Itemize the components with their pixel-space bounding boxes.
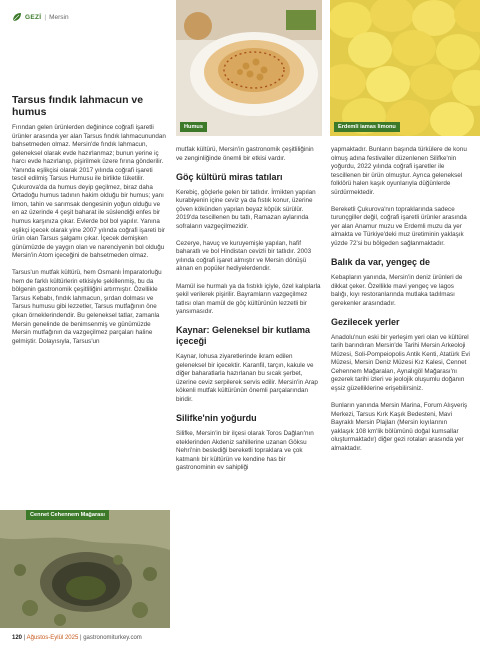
heading-goc: Göç kültürü miras tatıları (176, 171, 283, 182)
header-separator: | (44, 13, 47, 21)
footer-separator: | (79, 635, 82, 641)
lemons-caption: Erdemli iamas limonu (334, 122, 400, 132)
paragraph: Silifke, Mersin'in bir ilçesi olarak Toros Dağları'nın eteklerinden Akdeniz sahillerine uzanan Göksu Nehri'nin beslediği bereketli topraklara ve çok katmanlı bir kültürün ve kendine has bir gastronominin ev sahipliği (176, 429, 314, 472)
page-number: 120 (12, 635, 23, 641)
paragraph: Cezerye, havuç ve kuruyemişle yapılan, hafif baharatlı ve bol Hindistan cevizli bir tatlıdır. 2003 yılında coğrafi işaret almıştır ve Mersin dönüşü alınan en popüler hediyelerdendir. (176, 239, 312, 273)
paragraph: mutfak kültürü, Mersin'in gastronomik çeşitliliğinin ve zenginliğinde önemli bir etkisi vardır. (176, 146, 314, 162)
heading-gezi: Gezilecek yerler (331, 316, 400, 327)
page-footer (12, 635, 142, 641)
paragraph: Fırından gelen ürünlerden değinince coğrafi işaretli ürünler arasında yer alan Tarsus fındık lahmacunundan bahsetmeden olmaz. Mersin'de fındık lahmacun, geleneksel olarak evde hazırlanmaz; bunun yerine iç harcı evde hazırlanıp, pişirilmek üzere fırına gönderilir. Yanında eşlikçisi olarak 2017 yılında coğrafi işareti tescil edilmiş Tarsus Humusu ile birlikte tüketilir. Çukurova'da da humus deyip geçilmez, biraz daha Ortadoğu humus tadının hakim olduğu bir humus; yanı limon, tahin ve sarımsak dengesinin yoğun olduğu ve en az üzerinde 4 çeşit baharat ile süslendiği enfes bir humus karşınıza çıkar. Evlerde bol bol yapılır. Yanına eşlikçi içecek olarak yine 2007 yılında coğrafi işareti bir ürün olan Tarsus şalgamı çıkar. İçecek demişken günümüzde de yaygın olan ve narenciyenin bol olduğu Mersin'in Atom içeceğini de bahsetmeden olmaz. (12, 124, 166, 260)
paragraph: Kerebiç, göçlerle gelen bir tatlıdır. İrmikten yapılan kurabiyenin içine ceviz ya da fıstık konur, üzerine çöven kökünden yapılan beyaz köpük sürülür. 2019'da tescillenen bu tatlı, Ramazan aylarında sofraların vazgeçilmezidir. (176, 188, 316, 230)
heading-silifke: Silifke'nin yoğurdu (176, 412, 257, 423)
hummus-photo (176, 0, 322, 136)
paragraph: Kebapların yanında, Mersin'in deniz ürünleri de dikkat çeker. Özellikle mavi yengeç ve lagos balığı, kıyı restoranlarında mutlaka tadılması gerekenler arasındadır. (331, 274, 463, 307)
lemons-photo (330, 0, 480, 136)
heading-kaynar: Kaynar: Geleneksel bir kutlama içeceği (176, 325, 311, 347)
section-label: GEZİ (25, 13, 42, 21)
paragraph: Bunların yanında Mersin Marina, Forum Alışveriş Merkezi, Tarsus Kırk Kaşık Bedesteni, Mavi Bayraklı Mersin Plajları (Mersin kıyılarının yaklaşık 108 km'lik bölümünü doğal kumsallar oluşturmaktadır) diğer gezi rotaları arasında yer almaktadır. (331, 402, 468, 452)
column-2 (176, 146, 321, 481)
column-3 (331, 146, 471, 462)
footer-separator: | (23, 635, 26, 641)
issue-date: Ağustos-Eylül 2025 (26, 635, 79, 641)
leaf-icon (12, 12, 22, 22)
hummus-caption: Humus (180, 122, 207, 132)
paragraph: Anadolu'nun eski bir yerleşim yeri olan ve kültürel tarih barındıran Mersin'de Tarihi Mersin Arkeoloji Müzesi, Soli-Pompeiopolis Antik Kenti, Atatürk Evi Müzesi, Mersin Deniz Müzesi Kız Kalesi, Cennet Cehennem Mağaraları, Aynalıgöl Mağarası'nı gezerek tarihi izleri ve jeolojik oluşumlu doğanın eşsiz güzelliklerine erişebilirsiniz. (331, 333, 470, 392)
cave-photo (0, 510, 170, 628)
page-header (12, 10, 69, 24)
paragraph: yapmaktadır. Bunların başında türkülere de konu olmuş adına festivaller düzenlenen Silifke'nin yoğurdu, 2022 yılında coğrafi işaretler ile tescillenen bir ürün olmuştur. Ayrıca geleneksel folklörü halen kaşık oyunlarıyla düğünlerde sürdürmektedir. (331, 146, 467, 196)
heading-balik: Balık da var, yengeç de (331, 257, 431, 268)
paragraph: Tarsus'un mutfak kültürü, hem Osmanlı İmparatorluğu hem de farklı kültürlerin etkisiyle şekillenmiş, bu da bölgenin gastronomik çeşitliliğini artırmıştır. Özellikle Tarsus Kebabı, fındık lahmacun, şırdan dolması ve Tarsus humusu gibi lezzetler, Tarsus mutfağının öne çıkan örneklerindendir. Bu geleneksel tatlar, zamanla Mersin genelinde de benimsenmiş ve günümüzde Mersin mutfağının da vazgeçilmez parçaları haline gelmiştir. Dolayısıyla, Tarsus'un (12, 269, 162, 345)
column-1 (12, 94, 167, 355)
subsection-label: Mersin (49, 13, 69, 21)
paragraph: Bereketli Çukurova'nın topraklarında sadece turunçgiller değil, coğrafi işaretli ürünler arasında yer alan Anamur muzu ve Erdemli muzu da yer almakta ve Türkiye'deki muz üretiminin yaklaşık yüzde 72'si bu bölgeden sağlanmaktadır. (331, 205, 467, 247)
paragraph: Mamül ise hurmalı ya da fıstıklı içiyle, özel kalıplarla şekil verilerek pişirilir. Bayramların vazgeçilmez tatlısı olan mamül de göç kültürünün lezzetli bir yansımasıdır. (176, 282, 321, 316)
cave-caption: Cennet Cehennem Mağarası (26, 510, 109, 520)
paragraph: Kaynar, lohusa ziyaretlerinde ikram edilen geleneksel bir içecektir. Karanfil, tarçın, kakule ve diğer baharatlarla hazırlanan bu sıcak şerbet, üzerine ceviz serpilerek servis edilir. Mersin'in Arap kökenli mutfak kültürünün önemli parçalarından biridir. (176, 353, 318, 403)
website-link[interactable]: gastronomiturkey.com (83, 635, 142, 641)
article-title: Tarsus fındık lahmacun ve humus (12, 94, 144, 118)
